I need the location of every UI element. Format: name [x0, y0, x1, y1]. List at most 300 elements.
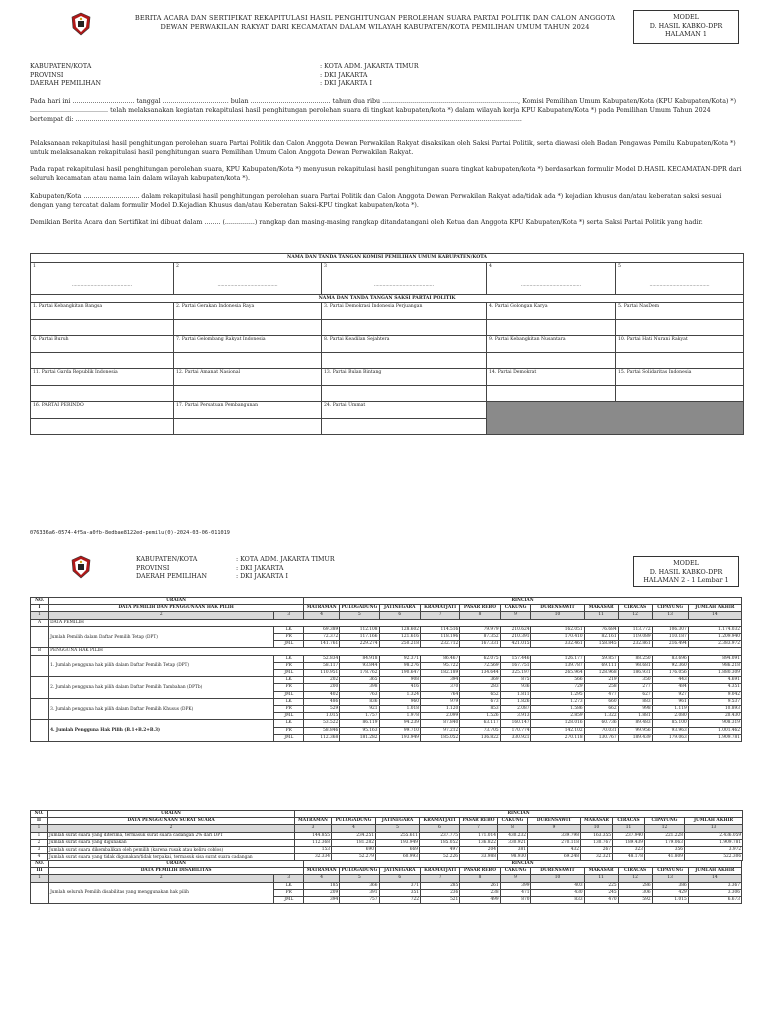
district-value: 126.177	[531, 655, 584, 662]
district-value: 118.196	[420, 634, 459, 641]
party-witness-cell[interactable]: 24. Partai Ummat	[322, 402, 487, 419]
district-value: 1.120	[420, 706, 459, 713]
district-value: 669	[376, 847, 420, 854]
party-witness-cell[interactable]: 13. Partai Bulan Bintang	[322, 369, 487, 386]
district-value: 833	[531, 897, 584, 904]
total-value: 1.909.781	[688, 734, 741, 741]
district-value: 402	[304, 691, 340, 698]
column-number-row	[31, 612, 742, 619]
data-row	[31, 720, 742, 727]
district-value: 883	[618, 698, 652, 705]
district-value: 592	[618, 897, 652, 904]
column-number: 9	[528, 825, 581, 832]
signature-space[interactable]	[174, 320, 322, 336]
district-header: PASAR REBO	[460, 818, 498, 825]
signature-space[interactable]	[616, 320, 744, 336]
data-row	[31, 626, 742, 633]
district-value: 95.722	[420, 662, 459, 669]
column-number: 4	[332, 825, 376, 832]
total-value: 4.351	[688, 684, 741, 691]
district-value: 430.232	[498, 832, 528, 839]
district-header: CIPAYUNG	[652, 605, 688, 612]
kpu-logo	[70, 12, 92, 39]
district-value: 870	[500, 897, 531, 904]
signature-space[interactable]	[31, 320, 174, 336]
district-value: 185	[304, 882, 340, 889]
column-number: 10	[581, 825, 613, 832]
party-witness-cell[interactable]: 5. Partai NasDem	[616, 303, 744, 320]
unused-gray-cell	[487, 402, 744, 435]
district-value: 323	[613, 847, 645, 854]
section-roman: I	[31, 605, 49, 612]
district-value: 1.881	[618, 713, 652, 720]
field-value-kabkota: : KOTA ADM. JAKARTA TIMUR	[320, 63, 419, 70]
row-number-cell	[31, 677, 49, 699]
district-value: 1.811	[500, 691, 531, 698]
model-line-2: D. HASIL KABKO-DPR	[649, 567, 723, 576]
field-value-provinsi: : DKI JAKARTA	[236, 564, 284, 572]
district-value: 204	[460, 847, 498, 854]
title-line-2: DEWAN PERWAKILAN RAKYAT DARI KECAMATAN DALAM WILAYAH KABUPATEN/KOTA PEMILIHAN UMUM TAHUN 2024	[160, 23, 590, 32]
district-value: 128.016	[531, 720, 584, 727]
district-value: 1.018	[379, 706, 420, 713]
district-value: 908	[379, 677, 420, 684]
district-header: PASAR REBO	[460, 868, 500, 875]
column-number: 1	[31, 612, 49, 619]
party-witness-cell[interactable]: 15. Partai Solidaritas Indonesia	[616, 369, 744, 386]
district-value: 58.117	[304, 662, 340, 669]
signature-space[interactable]	[174, 353, 322, 369]
district-value: 85.100	[652, 720, 688, 727]
district-value: 627	[618, 691, 652, 698]
rincian-header: RINCIAN	[295, 811, 743, 818]
district-value: 497	[420, 847, 460, 854]
row-label: Jumlah Pemilih dalam Daftar Pemilih Tetap (DPT)	[49, 626, 274, 648]
total-value: 10.893	[688, 706, 741, 713]
district-value: 1.826	[500, 698, 531, 705]
section-roman: III	[31, 868, 49, 875]
table-header-row	[31, 811, 743, 818]
district-value: 141.761	[304, 641, 340, 648]
district-value: 69.248	[528, 854, 581, 861]
row-label: Jumlah surat suara yang digunakan	[48, 839, 295, 846]
paragraph-pelaksanaan: Pelaksanaan rekapitulasi hasil penghitungan perolehan suara Partai Politik dan Calon Anggota Dewan Perwakilan Rakyat disaksikan oleh Saksi Partai Politik, serta diawasi oleh Badan Pengawas Pemilu Kabupaten/Kota *) untuk melaksanakan rekapitulasi hasil penghitungan suara Pemilihan Umum Calon Anggota Dewan Perwakilan Rakyat.	[30, 140, 736, 156]
district-value: 86.119	[340, 720, 379, 727]
kpu-signature-cell[interactable]: 1 ..........................................	[31, 262, 174, 294]
district-value: 836	[340, 698, 379, 705]
district-header: CIRACAS	[618, 605, 652, 612]
total-value: 1.209.940	[688, 634, 741, 641]
district-value: 236	[420, 889, 459, 896]
district-value: 79.979	[460, 626, 500, 633]
district-value: 95.163	[340, 727, 379, 734]
column-number: 2	[49, 612, 274, 619]
gender-label: LK	[274, 677, 304, 684]
district-header: MAKASAR	[584, 868, 618, 875]
district-value: 927	[652, 691, 688, 698]
district-value: 52.226	[420, 854, 460, 861]
section-row	[31, 619, 742, 626]
signature-space[interactable]	[616, 386, 744, 402]
district-value: 960	[379, 698, 420, 705]
district-value: 99.956	[618, 727, 652, 734]
no-header: NO.	[31, 598, 49, 605]
district-value: 128.602	[379, 626, 420, 633]
district-value: 178.762	[340, 670, 379, 677]
row-label: Jumlah surat suara yang diterima, termasuk surat suara cadangan 2% dari DPT	[48, 832, 295, 839]
district-value: 185.052	[420, 839, 460, 846]
district-value: 202	[304, 677, 340, 684]
district-value: 181.282	[340, 734, 379, 741]
district-header: JATINEGARA	[376, 818, 420, 825]
district-value: 221.228	[645, 832, 685, 839]
no-header: NO.	[31, 811, 48, 818]
model-line-3: HALAMAN 1	[665, 30, 707, 39]
district-value: 286	[618, 882, 652, 889]
district-value: 961	[652, 698, 688, 705]
column-number: 4	[304, 612, 340, 619]
gender-label: PR	[274, 727, 304, 734]
party-witness-cell[interactable]: 4. Partai Golongan Karya	[487, 303, 616, 320]
district-header: MAKASAR	[581, 818, 613, 825]
column-number: 9	[500, 612, 531, 619]
total-header: JUMLAH AKHIR	[688, 868, 741, 875]
district-value: 662	[584, 706, 618, 713]
row-label: 1. Jumlah pengguna hak pilih dalam Daftar Pemilih Tetap (DPT)	[49, 655, 274, 677]
district-value: 72.372	[304, 634, 340, 641]
column-number: 3	[274, 875, 304, 882]
district-value: 144.855	[295, 832, 332, 839]
row-label: 2. Jumlah pengguna hak pilih dalam Daftar Pemilih Tambahan (DPTb)	[49, 677, 274, 699]
district-value: 134.644	[460, 670, 500, 677]
gender-label: PR	[274, 889, 304, 896]
district-value: 1.015	[652, 897, 688, 904]
signature-space[interactable]	[31, 353, 174, 369]
kpu-emblem-icon	[70, 555, 92, 579]
party-witness-cell[interactable]: 14. Partai Demokrat	[487, 369, 616, 386]
uraian-header: URAIAN	[49, 598, 304, 605]
gender-label: PR	[274, 662, 304, 669]
column-number: 7	[420, 875, 459, 882]
row-label: Jumlah surat suara dikembalikan oleh pemilih (karena rusak atau keliru coblos)	[48, 847, 295, 854]
column-number: 9	[500, 875, 531, 882]
signature-space[interactable]	[322, 386, 487, 402]
district-value: 1.295	[531, 691, 584, 698]
district-value: 33.988	[460, 854, 498, 861]
table-data-pemilih	[30, 597, 742, 742]
district-value: 277	[618, 684, 652, 691]
district-value: 255.611	[376, 832, 420, 839]
paragraph-kejadian: Kabupaten/Kota ............................ dalam rekapitulasi hasil penghitungan perolehan suara Partai Politik dan Calon Anggota Dewan Perwakilan Rakyat ada/tidak ada *) kejadian khusus dan/atau keberatan saksi sesuai dengan yang tercatat dalam formulir Model D.Kejadian Khusus dan/atau Keberatan Saksi-KPU tingkat kabupaten/kota *).	[30, 193, 722, 209]
district-value: 381	[498, 847, 528, 854]
signature-space[interactable]	[31, 386, 174, 402]
column-number: 3	[295, 825, 332, 832]
column-number: 4	[304, 875, 340, 882]
header-fields	[30, 63, 530, 89]
footer-document-id: 076336a6-0574-4f5a-a0fb-8edbae8122ed-pemilu(0)-2024-03-06-011019	[30, 530, 230, 536]
district-value: 117.166	[340, 634, 379, 641]
row-label: Jumlah surat suara yang tidak digunakan/tidak terpakai, termasuk sisa surat suara cadangan	[48, 854, 295, 861]
table-header-row	[31, 861, 742, 868]
signature-space[interactable]	[174, 419, 322, 435]
gender-label: PR	[274, 634, 304, 641]
district-value: 486	[304, 698, 340, 705]
district-value: 270.118	[528, 839, 581, 846]
district-value: 232.712	[420, 641, 459, 648]
district-value: 98.681	[618, 662, 652, 669]
district-value: 258	[584, 684, 618, 691]
party-witness-cell[interactable]: 2. Partai Gerakan Indonesia Raya	[174, 303, 322, 320]
column-number: 6	[420, 825, 460, 832]
district-value: 170.774	[500, 727, 531, 734]
district-value: 176.056	[652, 670, 688, 677]
district-value: 1.324	[379, 691, 420, 698]
district-value: 416	[379, 684, 420, 691]
total-value: 3.367	[688, 882, 741, 889]
district-value: 193.949	[379, 734, 420, 741]
district-value: 366	[340, 882, 379, 889]
row-number-cell	[31, 626, 49, 648]
section-code: B	[31, 648, 49, 655]
district-value: 110.951	[304, 670, 340, 677]
district-value: 690	[332, 847, 376, 854]
district-header: DURENSAWIT	[531, 868, 584, 875]
district-value: 73.705	[460, 727, 500, 734]
district-value: 1.015	[304, 713, 340, 720]
district-value: 142.102	[531, 727, 584, 734]
district-value: 58.846	[304, 727, 340, 734]
column-number: 11	[584, 875, 618, 882]
total-value: 9.537	[688, 698, 741, 705]
column-number: 12	[645, 825, 685, 832]
district-header: KRAMATJATI	[420, 868, 459, 875]
district-value: 167.751	[500, 662, 531, 669]
gender-label: JML	[274, 691, 304, 698]
column-number: 1	[31, 875, 49, 882]
district-header: PULOGADUNG	[341, 868, 378, 874]
field-label-provinsi: PROVINSI	[136, 564, 170, 572]
field-value-dapil: : DKI JAKARTA I	[236, 573, 288, 580]
district-value: 430	[531, 889, 584, 896]
district-value: 182.189	[420, 670, 459, 677]
district-value: 250.218	[379, 641, 420, 648]
district-value: 52.279	[332, 854, 376, 861]
total-value: 6.673	[688, 897, 741, 904]
row-number-cell	[31, 698, 49, 720]
district-value: 229.274	[340, 641, 379, 648]
district-value: 2.859	[531, 713, 584, 720]
gender-label: JML	[274, 641, 304, 648]
district-value: 283	[460, 684, 500, 691]
row-label: 3. Jumlah pengguna hak pilih dalam Daftar Pemilih Khusus (DPK)	[49, 698, 274, 720]
saksi-signature-header: NAMA DAN TANDA TANGAN SAKSI PARTAI POLITIK	[31, 294, 744, 303]
row-number-cell	[31, 655, 49, 677]
district-value: 41.809	[645, 854, 685, 861]
district-value: 722	[379, 897, 420, 904]
district-value: 60.736	[584, 720, 618, 727]
party-witness-cell[interactable]: 1. Partai Kebangkitan Bangsa	[31, 303, 174, 320]
district-header: PASAR REBO	[460, 605, 500, 612]
district-value: 1.119	[652, 706, 688, 713]
party-witness-cell[interactable]: 3. Partai Demokrasi Indonesia Perjuangan	[322, 303, 487, 320]
district-value: 167.331	[460, 641, 500, 648]
table-header-row	[31, 605, 742, 612]
column-number: 12	[618, 875, 652, 882]
column-number: 10	[531, 612, 584, 619]
kpu-signature-cell[interactable]: 4 ..........................................	[487, 262, 616, 294]
district-value: 673	[460, 698, 500, 705]
district-value: 261	[460, 882, 500, 889]
district-value: 763	[340, 691, 379, 698]
district-value: 1.978	[379, 713, 420, 720]
district-value: 521	[420, 897, 459, 904]
district-value: 170.410	[531, 634, 584, 641]
signature-space[interactable]	[174, 386, 322, 402]
district-value: 285	[420, 882, 459, 889]
kpu-signature-cell[interactable]: 5 ..........................................	[616, 262, 744, 294]
total-value: 2.436.059	[685, 832, 743, 839]
data-row	[31, 847, 743, 854]
signature-space[interactable]	[322, 353, 487, 369]
signature-space[interactable]	[487, 320, 616, 336]
district-value: 2.080	[652, 713, 688, 720]
district-value: 234.251	[332, 832, 376, 839]
kpu-signature-cell[interactable]: 3 ..........................................	[322, 262, 487, 294]
uraian-header: URAIAN	[49, 861, 304, 868]
gender-label: JML	[274, 897, 304, 904]
district-value: 190.647	[379, 670, 420, 677]
column-number: 8	[498, 825, 528, 832]
district-value: 160.147	[500, 720, 531, 727]
district-header: MATRAMAN	[304, 605, 340, 612]
kpu-signature-cell[interactable]: 2 ..........................................	[174, 262, 322, 294]
total-header: JUMLAH AKHIR	[685, 818, 743, 825]
rincian-header: RINCIAN	[304, 598, 742, 605]
district-value: 157.446	[500, 655, 531, 662]
signature-space[interactable]	[487, 353, 616, 369]
district-value: 130.767	[581, 839, 613, 846]
party-witness-cell[interactable]: 10. Partai Hati Nurani Rakyat	[616, 336, 744, 353]
total-value: 4.691	[688, 677, 741, 684]
uraian-header: URAIAN	[48, 811, 295, 818]
column-number: 14	[688, 612, 741, 619]
district-value: 1.322	[584, 713, 618, 720]
party-witness-cell[interactable]: 12. Partai Amanat Nasional	[174, 369, 322, 386]
district-value: 875	[500, 677, 531, 684]
data-row	[31, 832, 743, 839]
district-value: 764	[420, 691, 459, 698]
district-header: CIPAYUNG	[645, 818, 685, 825]
signature-space[interactable]	[322, 419, 487, 435]
section-title: PENGGUNA HAK PILIH	[49, 648, 742, 655]
total-value: 986.218	[688, 662, 741, 669]
party-witness-cell[interactable]: 8. Partai Keadilan Sejahtera	[322, 336, 487, 353]
district-value: 94.239	[379, 720, 420, 727]
district-value: 113.772	[618, 626, 652, 633]
district-value: 97.212	[420, 727, 459, 734]
table-disabilitas	[30, 860, 742, 904]
total-value: 2.383.972	[688, 641, 741, 648]
column-number: 5	[340, 612, 379, 619]
district-value: 394	[304, 897, 340, 904]
section-row	[31, 648, 742, 655]
district-value: 370	[420, 684, 459, 691]
district-value: 193.949	[376, 839, 420, 846]
section-roman: II	[31, 818, 48, 825]
district-value: 162.051	[531, 626, 584, 633]
district-value: 112.368	[304, 734, 340, 741]
signature-space[interactable]	[322, 320, 487, 336]
signature-space[interactable]	[487, 386, 616, 402]
district-value: 979	[420, 698, 459, 705]
district-value: 232.861	[618, 641, 652, 648]
signature-space[interactable]	[31, 419, 174, 435]
data-row	[31, 655, 742, 662]
district-value: 52.834	[304, 655, 340, 662]
gender-label: PR	[274, 684, 304, 691]
section-heading: DATA PEMILIH DISABILITAS	[49, 868, 304, 875]
district-value: 470	[584, 897, 618, 904]
field-label-provinsi: PROVINSI	[30, 71, 64, 79]
district-value: 139.787	[531, 662, 584, 669]
district-header: JATINEGARA	[379, 868, 420, 875]
field-label-dapil: DAERAH PEMILIHAN	[136, 573, 207, 580]
district-header: DURENSAWIT	[528, 818, 581, 825]
column-number: 7	[420, 612, 459, 619]
table-header-row	[31, 818, 743, 825]
no-header: NO.	[31, 861, 49, 868]
district-value: 371	[379, 882, 420, 889]
column-number: 2	[49, 875, 274, 882]
district-value: 189.439	[613, 839, 645, 846]
district-value: 93.963	[652, 727, 688, 734]
district-value: 216.494	[652, 641, 688, 648]
column-number: 10	[531, 875, 584, 882]
field-label-dapil: DAERAH PEMILIHAN	[30, 80, 101, 87]
district-value: 386	[652, 882, 688, 889]
district-header: DURENSAWIT	[531, 605, 584, 612]
signature-space[interactable]	[616, 353, 744, 369]
data-row	[31, 677, 742, 684]
gender-label: LK	[274, 882, 304, 889]
column-number: 6	[379, 875, 420, 882]
district-value: 200	[304, 684, 340, 691]
section-heading: DATA PEMILIH DAN PENGGUNAAN HAK PILIH	[49, 605, 304, 612]
district-value: 660	[584, 698, 618, 705]
signature-table	[30, 253, 744, 435]
row-number: 3	[31, 847, 48, 854]
district-value: 365	[340, 677, 379, 684]
party-witness-cell[interactable]: 17. Partai Persatuan Pembangunan	[174, 402, 322, 419]
party-witness-cell[interactable]: 6. Partai Buruh	[31, 336, 174, 353]
party-witness-cell[interactable]: 7. Partai Gelombang Rakyat Indonesia	[174, 336, 322, 353]
district-value: 112.368	[295, 839, 332, 846]
row-number-cell	[31, 882, 49, 904]
column-number: 13	[652, 875, 688, 882]
district-value: 1.526	[460, 713, 500, 720]
district-value: 185.052	[420, 734, 459, 741]
party-witness-cell[interactable]: 9. Partai Kebangkitan Nusantara	[487, 336, 616, 353]
district-value: 82.161	[584, 634, 618, 641]
district-value: 339.798	[528, 832, 581, 839]
district-value: 181.282	[332, 839, 376, 846]
party-witness-cell[interactable]: 16. PARTAI PERINDO	[31, 402, 174, 419]
party-witness-cell[interactable]: 11. Partai Garda Republik Indonesia	[31, 369, 174, 386]
district-value: 238	[460, 889, 500, 896]
total-header: JUMLAH AKHIR	[688, 605, 741, 612]
district-value: 72.569	[460, 662, 500, 669]
column-number: 8	[460, 875, 500, 882]
